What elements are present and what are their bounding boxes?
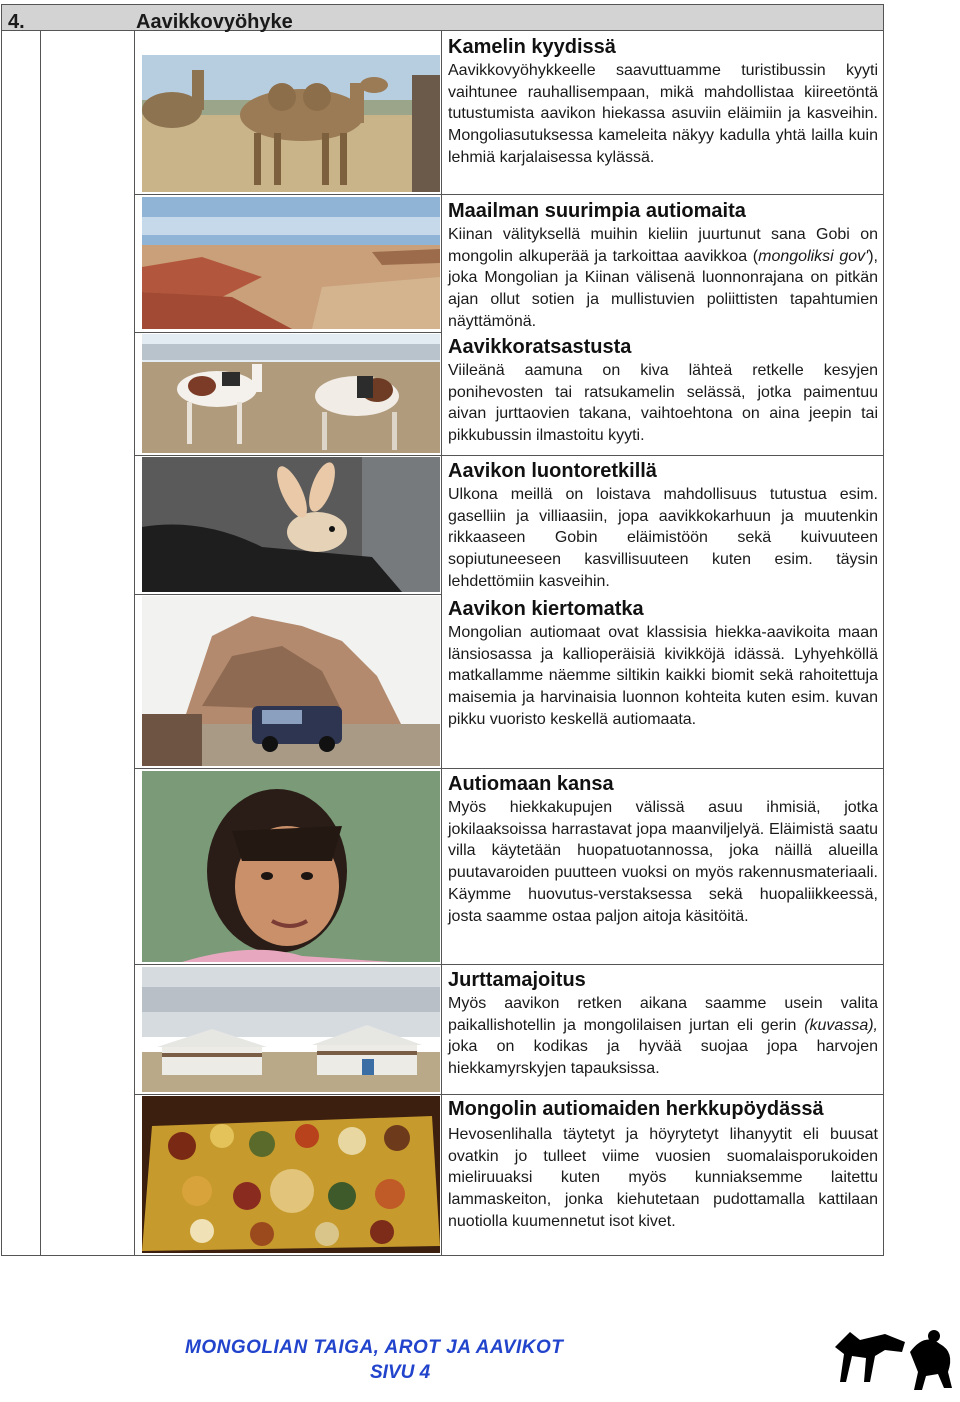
section-desert-tour: [448, 596, 878, 731]
body-text: Kiinan välityksellä muihin kieliin juurtunut sana Gobi on mongolin alkuperää ja tarkoittaa aavikkoa (: [448, 226, 878, 265]
section-header: [1, 4, 884, 31]
camel-photo: [142, 55, 440, 192]
section-camel-ride: [448, 34, 878, 169]
section-body: Aavikkovyöhykkeelle saavuttuamme turistibussin kyyti vaihtunee rauhallisempaan, mikä mahdollistaa kiireetöntä tutustumista aavikon hiekassa asuviin eläimiin ja kasveihin. Mongoliasutuksessa kameleita näkyy kadulla yhtä lailla kuin lehmiä karjalaisessa kylässä.: [448, 62, 878, 166]
spice-table-photo: [142, 1096, 440, 1253]
section-body: Myös hiekkakupujen välissä asuu ihmisiä, jotka jokilaaksoissa harrastavat jopa maanviljelyä. Eläimistä saatu villa käytetään huopatuotannossa, joka näillä alueilla puutavaroiden puutteen vuoksi on myös rakennusmateriaali. Käymme huovutus-verstaksessa sekä huopaliikkeessä, josta saamme ostaa paljon aitoja käsitöitä.: [448, 799, 878, 925]
section-heading: Aavikon luontoretkillä: [448, 460, 657, 482]
section-heading: Jurttamajoitus: [448, 969, 586, 991]
section-yurt-stay: [448, 967, 878, 1080]
section-heading: Mongolin autiomaiden herkkupöydässä: [448, 1098, 824, 1120]
body-text: ), joka Mongolian ja Kiinan välisenä luonnonrajana on pitkän ajan ollut sotien ja mullistuvien poliittisten tapahtumien näyttämönä.: [448, 247, 878, 330]
girl-portrait-photo: [142, 771, 440, 962]
body-text-italic: (kuvassa),: [804, 1016, 878, 1034]
section-body: [448, 224, 878, 333]
footer-title: MONGOLIAN TAIGA, AROT JA AAVIKOT: [185, 1337, 564, 1358]
row-divider: [134, 594, 441, 595]
section-heading: Aavikon kiertomatka: [448, 598, 644, 620]
column-divider: [134, 31, 135, 1256]
section-desert-riding: [448, 334, 878, 447]
column-divider: [40, 31, 41, 1256]
body-text: joka on kodikas ja hyvää suojaa jopa harvojen hiekkamyrskyjen tapauksissa.: [448, 1038, 878, 1078]
section-heading: Autiomaan kansa: [448, 773, 614, 795]
yurts-photo: [142, 967, 440, 1092]
section-desert-people: [448, 771, 878, 927]
section-body: Ulkona meillä on loistava mahdollisuus tutustua esim. gaselliin ja villiaasiin, jopa aavikkokarhuun ja muutenkin rikkaaseen Gobin eläimistöön sekä kuivuuteen sopiutuneeseen kasvillisuuteen kuten esim. täysin lehdettömiin kasveihin.: [448, 486, 878, 590]
section-body: Hevosenlihalla täytetyt ja höyrytetyt lihanyytit eli buusat ovatkin jo tulleet viime vuosien suomalaisporukoiden mieliruuaksi kuten myös kunniaksemme laitettu lammaskeiton, jonka kiehutetaan pudottamalla kattilaan nuotiolla kuumennetut isot kivet.: [448, 1126, 878, 1230]
rock-painting-logo: [830, 1322, 960, 1394]
section-heading: Kamelin kyydissä: [448, 36, 616, 58]
section-largest-deserts: [448, 198, 878, 333]
row-divider: [134, 332, 441, 333]
row-divider: [134, 768, 884, 769]
horses-photo: [142, 334, 440, 453]
row-divider: [134, 194, 884, 195]
section-nature-trips: [448, 458, 878, 593]
section-body: Mongolian autiomaat ovat klassisia hiekka-aavikoita maan länsiosassa ja kallioperäisiä kivikköjä idässä. Lyhyehköllä matkallamme näemme siltikin kaikki biomit sekä rahoitettuja maisemia ja harvinaisia luonnon kohteita kuten esim. kuvan pikku vuoristo keskellä autiomaata.: [448, 624, 878, 728]
footer-page-number: SIVU 4: [370, 1362, 431, 1383]
body-text-italic: mongoliksi gov': [758, 247, 869, 265]
section-heading: Aavikkoratsastusta: [448, 336, 632, 358]
row-divider: [134, 1094, 884, 1095]
section-title: Aavikkovyöhyke: [136, 11, 293, 33]
section-body: Viileänä aamuna on kiva lähteä retkelle kesyjen ponihevosten tai ratsukamelin selässä, jotka paimentuu aivan jurttaovien takana, vaihtoehtona on aina jeepin tai pikkubussin ilmastoitu kyyti.: [448, 362, 878, 445]
section-body: [448, 993, 878, 1080]
section-heading: Maailman suurimpia autiomaita: [448, 200, 746, 222]
section-number: 4.: [8, 11, 25, 33]
column-divider: [441, 31, 442, 1256]
row-divider: [134, 455, 884, 456]
jerboa-photo: [142, 457, 440, 592]
desert-canyon-photo: [142, 197, 440, 329]
section-desert-food: [448, 1096, 878, 1233]
row-divider: [134, 964, 884, 965]
body-text: Myös aavikon retken aikana saamme usein valita paikallishotellin ja mongolilaisen jurtan eli gerin: [448, 995, 878, 1034]
rock-mountain-photo: [142, 596, 440, 766]
